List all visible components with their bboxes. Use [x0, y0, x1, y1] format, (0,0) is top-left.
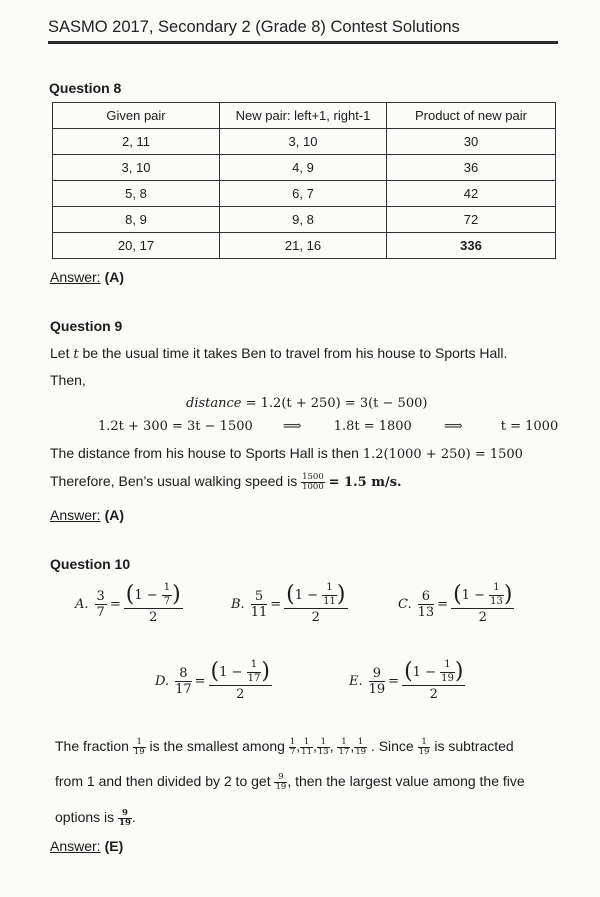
q9-line-4	[50, 472, 402, 492]
answer-q9	[50, 507, 124, 523]
table-header-row	[53, 103, 556, 129]
answer-label: Answer:	[50, 269, 101, 285]
answer-label: Answer:	[50, 507, 101, 523]
implies-arrow: ⟹	[282, 419, 302, 434]
table-cell: 5, 8	[53, 181, 220, 207]
table-row	[53, 233, 556, 259]
table-row	[53, 129, 556, 155]
text: Therefore, Ben’s usual walking speed is	[50, 473, 298, 489]
q9-equation-2	[98, 418, 558, 436]
option-a: A. $\frac{3}{7}$ = ( 1 − $\frac{1}{7}$ ) 2	[75, 582, 181, 625]
option-d: D. $\frac{8}{17}$ = ( 1 − $\frac{1}{17}$ ) 2	[155, 659, 270, 702]
table-row	[53, 181, 556, 207]
q9-line-1	[50, 344, 507, 364]
variable-distance: distance	[186, 396, 242, 411]
table-cell: 6, 7	[220, 181, 387, 207]
table-cell: 72	[387, 207, 556, 233]
equation: = 1.2(t + 250) = 3(t − 500)	[245, 396, 428, 411]
option-b: B. $\frac{5}{11}$ = ( 1 − $\frac{1}{11}$ ) 2	[231, 582, 346, 625]
table-cell: 30	[387, 129, 556, 155]
variable-t: t	[73, 347, 79, 362]
question-8-title: Question 8	[49, 80, 122, 96]
q10-line-2: from 1 and then divided by 2 to get $\frac{9}{19}$ , then the largest value among the five	[55, 771, 525, 792]
result: = 1.5 m/s.	[328, 475, 402, 490]
question-10-title: Question 10	[50, 556, 131, 572]
fraction: $\frac{1500}{1000}$	[302, 471, 324, 492]
q10-line-1: The fraction $\frac{1}{19}$ is the smallest among $\frac{1}{7}$ , $\frac{1}{11}$ , $\frac{1}{13}$ , $\frac{1}{17}$ , $\frac{1}{19}$ . Since $\frac{1}{19}$ is subtracted	[55, 736, 514, 757]
table-cell: 36	[387, 155, 556, 181]
column-header: Given pair	[53, 103, 220, 129]
implies-arrow: ⟹	[443, 419, 463, 434]
equation: 1.2t + 300 = 3t − 1500	[98, 419, 253, 434]
option-c: C. $\frac{6}{13}$ = ( 1 − $\frac{1}{13}$ ) 2	[398, 582, 513, 625]
column-header: Product of new pair	[387, 103, 556, 129]
q9-line-2: Then,	[50, 372, 86, 388]
table-cell: 2, 11	[53, 129, 220, 155]
table-cell: 20, 17	[53, 233, 220, 259]
answer-q10	[50, 838, 123, 854]
table-cell: 8, 9	[53, 207, 220, 233]
question-9-title: Question 9	[50, 318, 123, 334]
table-row	[53, 155, 556, 181]
answer-value: (E)	[104, 838, 124, 854]
q9-equation-1	[186, 395, 427, 413]
page-header: SASMO 2017, Secondary 2 (Grade 8) Contest Solutions	[48, 18, 558, 44]
table-cell: 9, 8	[220, 207, 387, 233]
pairs-table	[52, 102, 556, 259]
equation: 1.8t = 1800	[333, 419, 412, 434]
answer-q8	[50, 269, 124, 285]
table-row	[53, 207, 556, 233]
column-header: New pair: left+1, right-1	[220, 103, 387, 129]
table-cell: 336	[387, 233, 556, 259]
answer-value: (A)	[104, 507, 125, 523]
option-e: E. $\frac{9}{19}$ = ( 1 − $\frac{1}{19}$ ) 2	[349, 659, 464, 702]
equation: 1.2(1000 + 250) = 1500	[362, 447, 523, 462]
table-cell: 4, 9	[220, 155, 387, 181]
equation: t = 1000	[500, 419, 559, 434]
table-cell: 42	[387, 181, 556, 207]
table-cell: 21, 16	[220, 233, 387, 259]
text: be the usual time it takes Ben to travel from his house to Sports Hall.	[82, 345, 508, 361]
answer-label: Answer:	[50, 838, 101, 854]
answer-value: (A)	[104, 269, 125, 285]
q10-line-3: options is $\frac{9}{19}$ .	[55, 807, 136, 828]
table-cell: 3, 10	[53, 155, 220, 181]
table-cell: 3, 10	[220, 129, 387, 155]
q9-line-3	[50, 444, 523, 464]
text: The distance from his house to Sports Hall is then	[50, 445, 359, 461]
text: Let	[50, 345, 70, 361]
